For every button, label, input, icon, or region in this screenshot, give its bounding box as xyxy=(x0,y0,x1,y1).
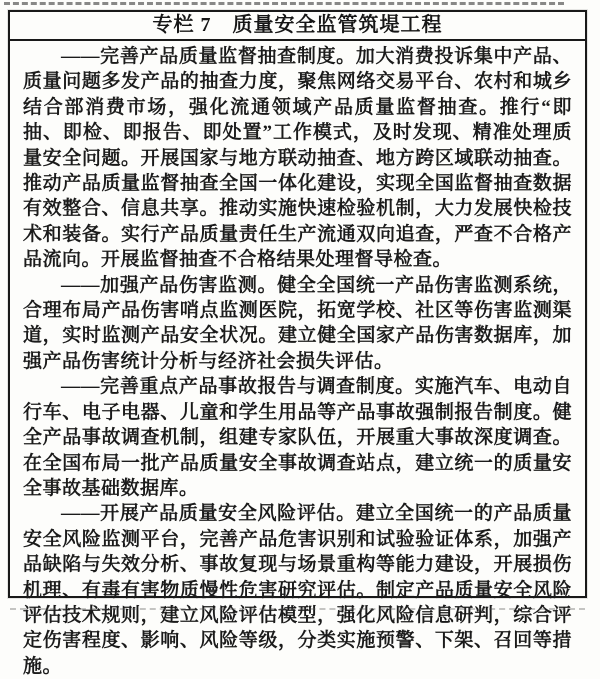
column-box-title: 专栏 7 质量安全监管筑堤工程 xyxy=(10,12,585,41)
paragraph: ——加强产品伤害监测。健全全国统一产品伤害监测系统，合理布局产品伤害哨点监测医院，拓宽学校、社区等伤害监测渠道，实时监测产品安全状况。建立健全国家产品伤害数据库，加强产品伤害统计分析与经济社会损失评估。 xyxy=(23,274,572,372)
column-box xyxy=(8,10,587,677)
scan-artifact-line-top xyxy=(4,2,564,5)
paragraph: ——完善产品质量监督抽查制度。加大消费投诉集中产品、质量问题多发产品的抽查力度，聚焦网络交易平台、农村和城乡结合部消费市场，强化流通领域产品质量监督抽查。推行“即抽、即检、即报告、即处置”工作模式，及时发现、精准处理质量安全问题。开展国家与地方联动抽查、地方跨区域联动抽查。推动产品质量监督抽查全国一体化建设，实现全国监督抽查数据有效整合、信息共享。推动实施快速检验机制，大力发展快检技术和装备。实行产品质量责任生产流通双向追查，严查不合格产品流向。开展监督抽查不合格结果处理督导检查。 xyxy=(23,46,572,271)
scan-artifact-line-bottom xyxy=(10,608,585,610)
paragraph: ——开展产品质量安全风险评估。建立全国统一的产品质量安全风险监测平台，完善产品危害识别和试验验证体系，加强产品缺陷与失效分析、事故复现与场景重构等能力建设，开展损伤机理、有毒有害物质慢性危害研究评估。制定产品质量安全风险评估技术规则，建立风险评估模型，强化风险信息研判，综合评定伤害程度、影响、风险等级，分类实施预警、下架、召回等措施。 xyxy=(23,503,572,677)
column-box-body xyxy=(10,41,585,679)
paragraph: ——完善重点产品事故报告与调查制度。实施汽车、电动自行车、电子电器、儿童和学生用品等产品事故强制报告制度。健全产品事故调查机制，组建专家队伍，开展重大事故深度调查。在全国布局一批产品质量安全事故调查站点，建立统一的质量安全事故基础数据库。 xyxy=(23,376,572,499)
